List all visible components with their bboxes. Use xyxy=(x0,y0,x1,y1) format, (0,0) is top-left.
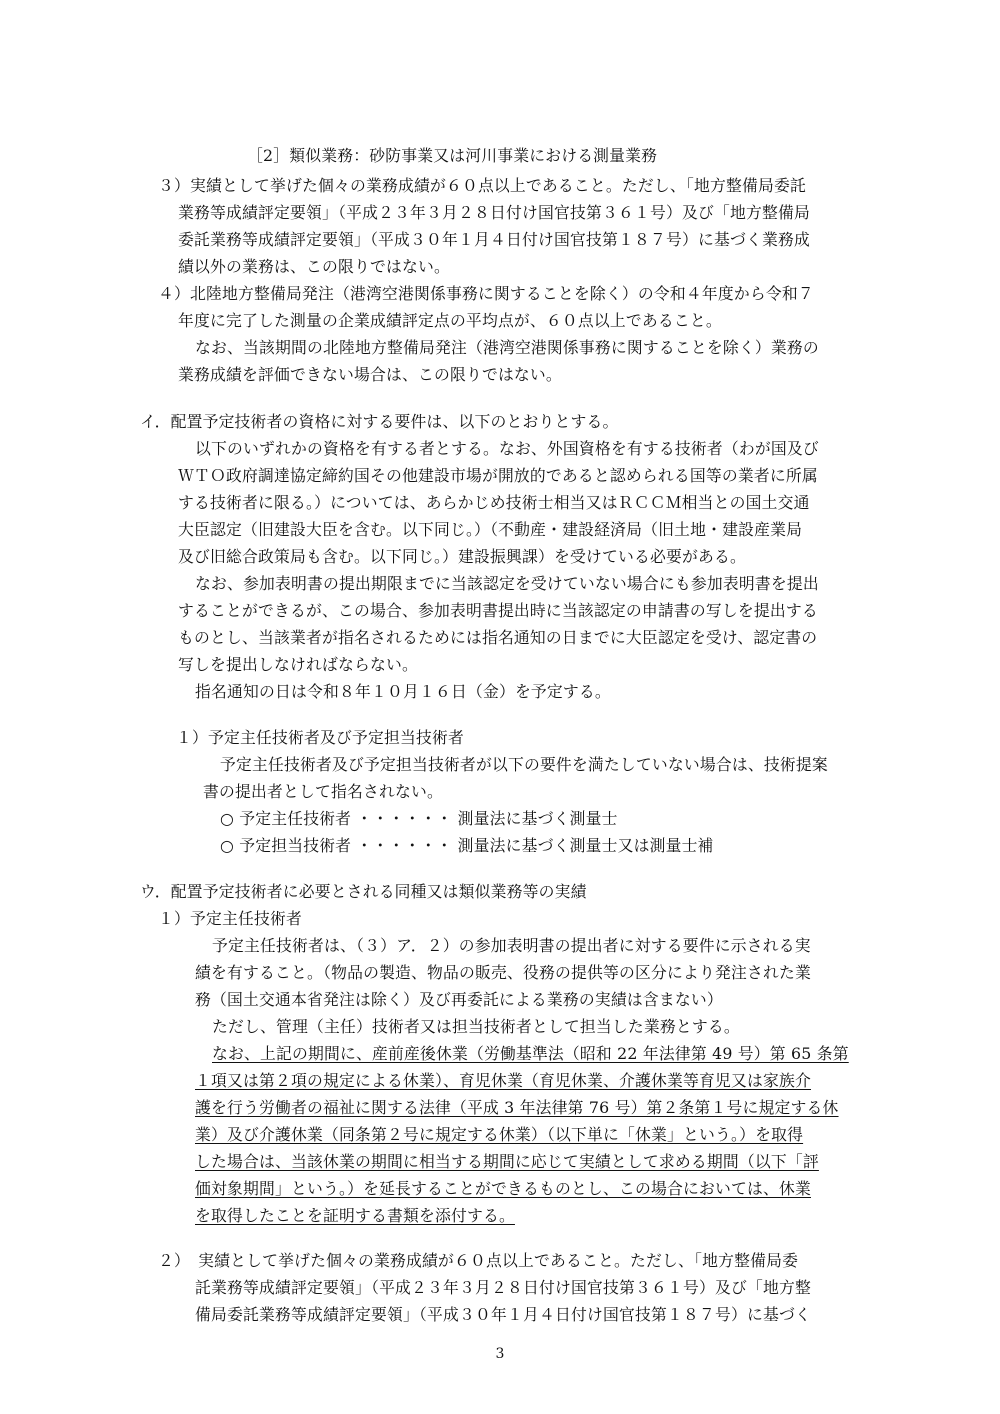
text-line: ものとし、当該業者が指名されるためには指名通知の日までに大臣認定を受け、認定書の xyxy=(178,628,818,647)
text-line: ＷＴＯ政府調達協定締約国その他建設市場が開放的であると認められる国等の業者に所属 xyxy=(178,466,818,485)
underlined-text-line: を取得したことを証明する書類を添付する。 xyxy=(195,1206,515,1225)
text-line: 委託業務等成績評定要領」（平成３０年１月４日付け国官技第１８７号）に基づく業務成 xyxy=(178,230,810,249)
underlined-text-line: 業）及び介護休業（同条第２号に規定する休業）（以下単に「休業」という。）を取得 xyxy=(195,1125,804,1144)
text-line: 務（国土交通本省発注は除く）及び再委託による業務の実績は含まない） xyxy=(195,990,723,1009)
text-line: 業務等成績評定要領」（平成２３年３月２８日付け国官技第３６１号）及び「地方整備局 xyxy=(178,203,810,222)
subsection-heading: １）予定主任技術者及び予定担当技術者 xyxy=(176,728,464,747)
text-line: なお、当該期間の北陸地方整備局発注（港湾空港関係事務に関することを除く）業務の xyxy=(195,338,819,357)
text-line: 予定主任技術者及び予定担当技術者が以下の要件を満たしていない場合は、技術提案 xyxy=(220,755,828,774)
text-line: することができるが、この場合、参加表明書提出時に当該認定の申請書の写しを提出する xyxy=(178,601,818,620)
text-line: 業務成績を評価できない場合は、この限りではない。 xyxy=(178,365,562,384)
text-line: ただし、管理（主任）技術者又は担当技術者として担当した業務とする。 xyxy=(212,1017,740,1036)
subsection-heading: １）予定主任技術者 xyxy=(158,909,302,928)
text-line: する技術者に限る。）については、あらかじめ技術士相当又はＲＣＣＭ相当との国土交通 xyxy=(178,493,810,512)
underlined-text-line: した場合は、当該休業の期間に相当する期間に応じて実績として求める期間（以下「評 xyxy=(195,1152,819,1171)
underlined-text-line: 価対象期間」という。）を延長することができるものとし、この場合においては、休業 xyxy=(195,1179,811,1198)
text-line: 績を有すること。（物品の製造、物品の販売、役務の提供等の区分により発注された業 xyxy=(195,963,811,982)
text-line: ４）北陸地方整備局発注（港湾空港関係事務に関することを除く）の令和４年度から令和７ xyxy=(158,284,814,303)
text-line: 以下のいずれかの資格を有する者とする。なお、外国資格を有する技術者（わが国及び xyxy=(195,439,819,458)
text-line: 績以外の業務は、この限りではない。 xyxy=(178,257,450,276)
text-line: 大臣認定（旧建設大臣を含む。以下同じ。）（不動産・建設経済局（旧土地・建設産業局 xyxy=(178,520,803,539)
section-heading: イ．配置予定技術者の資格に対する要件は、以下のとおりとする。 xyxy=(140,412,619,431)
text-line: ３）実績として挙げた個々の業務成績が６０点以上であること。ただし、「地方整備局委託 xyxy=(158,176,806,195)
text-line: 託業務等成績評定要領」（平成２３年３月２８日付け国官技第３６１号）及び「地方整 xyxy=(195,1278,811,1297)
text-line: なお、参加表明書の提出期限までに当該認定を受けていない場合にも参加表明書を提出 xyxy=(195,574,819,593)
text-line: 写しを提出しなければならない。 xyxy=(178,655,418,674)
text-line: 備局委託業務等成績評定要領」（平成３０年１月４日付け国官技第１８７号）に基づく xyxy=(195,1305,811,1324)
text-line: ２） 実績として挙げた個々の業務成績が６０点以上であること。ただし、「地方整備局委 xyxy=(158,1251,799,1270)
requirement-item: ○ 予定主任技術者 ・・・・・・ 測量法に基づく測量士 xyxy=(220,809,618,828)
page-number: 3 xyxy=(495,1346,505,1362)
underlined-text-line: 護を行う労働者の福祉に関する法律（平成 3 年法律第 76 号）第２条第１号に規定する休 xyxy=(195,1098,839,1117)
underlined-text-line: なお、上記の期間に、産前産後休業（労働基準法（昭和 22 年法律第 49 号）第 65 条第 xyxy=(212,1044,849,1063)
text-line: 年度に完了した測量の企業成績評定点の平均点が、６０点以上であること。 xyxy=(178,311,722,330)
text-line: 予定主任技術者は、（３）ア．２）の参加表明書の提出者に対する要件に示される実 xyxy=(212,936,811,955)
text-line: ［2］類似業務：砂防事業又は河川事業における測量業務 xyxy=(247,146,658,165)
text-line: 書の提出者として指名されない。 xyxy=(203,782,443,801)
requirement-item: ○ 予定担当技術者 ・・・・・・ 測量法に基づく測量士又は測量士補 xyxy=(220,836,714,855)
underlined-text-line: １項又は第２項の規定による休業）、育児休業（育児休業、介護休業等育児又は家族介 xyxy=(195,1071,811,1090)
text-line: 及び旧総合政策局も含む。以下同じ。）建設振興課）を受けている必要がある。 xyxy=(178,547,746,566)
section-heading: ウ．配置予定技術者に必要とされる同種又は類似業務等の実績 xyxy=(140,882,587,901)
text-line: 指名通知の日は令和８年１０月１６日（金）を予定する。 xyxy=(195,682,611,701)
